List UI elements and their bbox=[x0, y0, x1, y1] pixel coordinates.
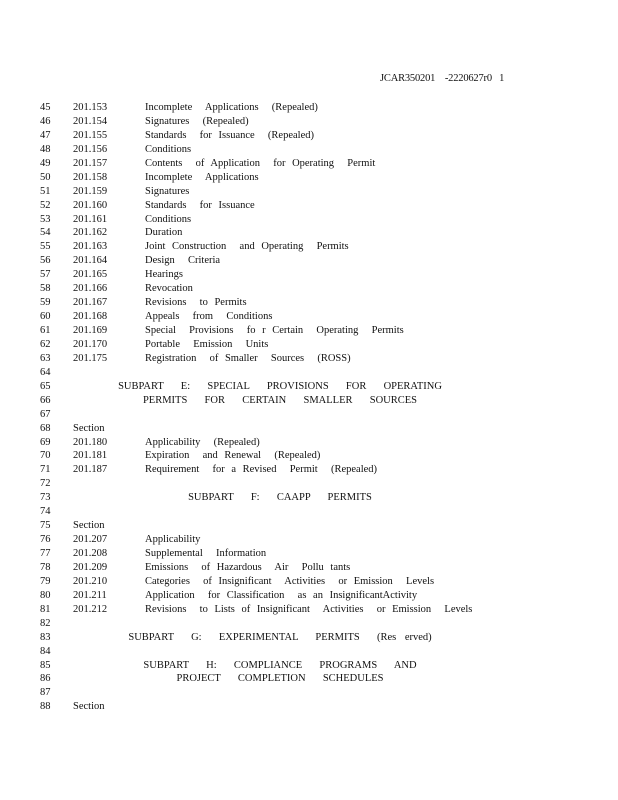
section-title: Standards for Issuance bbox=[145, 199, 255, 211]
document-line bbox=[0, 282, 618, 296]
document-line bbox=[0, 380, 618, 394]
document-line bbox=[0, 436, 618, 450]
section-number: 201.168 bbox=[73, 311, 108, 323]
section-title: Design Criteria bbox=[145, 255, 221, 267]
line-number: 65 bbox=[40, 380, 51, 392]
section-number: 201.210 bbox=[73, 575, 108, 587]
document-line bbox=[0, 157, 618, 171]
line-number: 62 bbox=[40, 338, 51, 350]
document-line bbox=[0, 268, 618, 282]
section-title: Appeals from Conditions bbox=[145, 311, 273, 323]
section-number: 201.163 bbox=[73, 241, 108, 253]
section-title: Supplemental Information bbox=[145, 548, 267, 559]
section-number: 201.208 bbox=[73, 548, 108, 559]
section-number: 201.156 bbox=[73, 143, 108, 155]
document-line bbox=[0, 254, 618, 268]
document-line bbox=[0, 240, 618, 254]
document-line bbox=[0, 533, 618, 547]
document-line bbox=[0, 519, 618, 533]
line-number: 56 bbox=[40, 255, 51, 267]
section-number: 201.212 bbox=[73, 603, 108, 615]
line-number: 46 bbox=[40, 115, 51, 127]
line-number: 71 bbox=[40, 464, 51, 476]
line-number: 67 bbox=[40, 408, 51, 420]
document-line bbox=[0, 101, 618, 115]
document-line bbox=[0, 296, 618, 310]
section-number: 201.158 bbox=[73, 171, 108, 183]
line-number: 52 bbox=[40, 199, 51, 211]
line-number: 58 bbox=[40, 283, 51, 295]
section-title: Signatures (Repealed) bbox=[145, 115, 249, 127]
section-title: Conditions bbox=[145, 143, 192, 155]
line-number: 88 bbox=[40, 701, 51, 713]
line-number: 48 bbox=[40, 143, 51, 155]
line-number: 68 bbox=[40, 422, 51, 434]
line-number: 54 bbox=[40, 227, 51, 239]
document-line bbox=[0, 338, 618, 352]
document-line bbox=[0, 324, 618, 338]
document-line bbox=[0, 645, 618, 659]
document-line bbox=[0, 199, 618, 213]
section-title: Applicability bbox=[145, 534, 201, 546]
line-number: 45 bbox=[40, 102, 51, 113]
document-line bbox=[0, 366, 618, 380]
section-title: Duration bbox=[145, 227, 183, 239]
section-title: Incomplete Applications (Repealed) bbox=[145, 102, 318, 113]
document-line bbox=[0, 143, 618, 157]
line-number: 55 bbox=[40, 241, 51, 253]
line-number: 70 bbox=[40, 450, 51, 462]
section-number: 201.165 bbox=[73, 269, 108, 281]
section-number: 201.167 bbox=[73, 297, 108, 309]
section-title: Hearings bbox=[145, 269, 183, 281]
line-number: 51 bbox=[40, 185, 51, 197]
line-number: 77 bbox=[40, 548, 51, 559]
document-line bbox=[0, 589, 618, 603]
line-number: 83 bbox=[40, 631, 51, 643]
document-line bbox=[0, 213, 618, 227]
section-number: 201.162 bbox=[73, 227, 108, 239]
section-title: Emissions of Hazardous Air Pollu tants bbox=[145, 561, 351, 573]
line-number: 76 bbox=[40, 534, 51, 546]
section-title: Registration of Smaller Sources (ROSS) bbox=[145, 352, 351, 364]
section-number: 201.207 bbox=[73, 534, 108, 546]
section-title: Special Provisions fo r Certain Operating Permits bbox=[145, 325, 404, 336]
section-number: 201.187 bbox=[73, 464, 108, 476]
section-number: 201.175 bbox=[73, 352, 108, 364]
line-number: 81 bbox=[40, 603, 51, 615]
section-title: Application for Classification as an InsignificantActivity bbox=[145, 589, 418, 601]
section-number: 201.161 bbox=[73, 213, 108, 225]
document-line bbox=[0, 352, 618, 366]
section-number: 201.155 bbox=[73, 129, 108, 141]
section-title: Portable Emission Units bbox=[145, 338, 269, 350]
section-number: 201.160 bbox=[73, 199, 108, 211]
document-line bbox=[0, 463, 618, 477]
line-number: 78 bbox=[40, 561, 51, 573]
line-number: 53 bbox=[40, 213, 51, 225]
line-number: 74 bbox=[40, 506, 51, 518]
document-header: JCAR350201 -2220627r0 1 bbox=[380, 73, 505, 84]
section-title: Revisions to Permits bbox=[145, 297, 247, 309]
line-number: 47 bbox=[40, 129, 51, 141]
line-number: 80 bbox=[40, 589, 51, 601]
document-line bbox=[0, 505, 618, 519]
section-number: 201.209 bbox=[73, 561, 108, 573]
document-line bbox=[0, 617, 618, 631]
document-line bbox=[0, 631, 618, 645]
section-number: 201.180 bbox=[73, 436, 108, 448]
subpart-heading: SUBPART H: COMPLIANCE PROGRAMS AND bbox=[143, 659, 417, 671]
document-line bbox=[0, 185, 618, 199]
line-number: 64 bbox=[40, 366, 51, 378]
document-line bbox=[0, 672, 618, 686]
section-title: Joint Construction and Operating Permits bbox=[145, 241, 349, 253]
line-number: 60 bbox=[40, 311, 51, 323]
section-number: Section bbox=[73, 701, 105, 713]
section-title: Signatures bbox=[145, 185, 190, 197]
document-line bbox=[0, 226, 618, 240]
line-number: 63 bbox=[40, 352, 51, 364]
document-line bbox=[0, 603, 618, 617]
section-number: 201.181 bbox=[73, 450, 108, 462]
document-line bbox=[0, 310, 618, 324]
line-number: 72 bbox=[40, 478, 51, 490]
line-number: 82 bbox=[40, 617, 51, 629]
document-line bbox=[0, 422, 618, 436]
line-number: 73 bbox=[40, 492, 51, 504]
section-title: Conditions bbox=[145, 213, 192, 225]
document-line bbox=[0, 561, 618, 575]
line-number: 85 bbox=[40, 659, 51, 671]
line-number: 84 bbox=[40, 645, 51, 657]
section-number: 201.211 bbox=[73, 589, 107, 601]
subpart-heading: SUBPART E: SPECIAL PROVISIONS FOR OPERATING bbox=[118, 380, 442, 392]
section-number: 201.159 bbox=[73, 185, 108, 197]
section-title: Applicability (Repealed) bbox=[145, 436, 260, 448]
line-number: 50 bbox=[40, 171, 51, 183]
line-number: 75 bbox=[40, 520, 51, 532]
section-number: Section bbox=[73, 422, 105, 434]
document-line bbox=[0, 477, 618, 491]
line-list bbox=[0, 101, 618, 714]
document-line bbox=[0, 686, 618, 700]
subpart-heading: SUBPART G: EXPERIMENTAL PERMITS (Res erved) bbox=[128, 631, 432, 643]
line-number: 66 bbox=[40, 394, 51, 406]
section-number: 201.166 bbox=[73, 283, 108, 295]
section-title: Standards for Issuance (Repealed) bbox=[145, 129, 314, 141]
section-number: 201.154 bbox=[73, 115, 108, 127]
subpart-heading: SUBPART F: CAAPP PERMITS bbox=[188, 492, 372, 504]
section-title: Expiration and Renewal (Repealed) bbox=[145, 450, 321, 462]
section-title: Requirement for a Revised Permit (Repealed) bbox=[145, 464, 378, 476]
section-title: Incomplete Applications bbox=[145, 171, 259, 183]
section-number: 201.157 bbox=[73, 157, 108, 169]
document-line bbox=[0, 700, 618, 714]
section-number: 201.153 bbox=[73, 102, 108, 113]
section-title: Contents of Application for Operating Permit bbox=[145, 157, 376, 169]
subpart-heading: PROJECT COMPLETION SCHEDULES bbox=[176, 673, 384, 685]
document-line bbox=[0, 129, 618, 143]
document-line bbox=[0, 491, 618, 505]
line-number: 59 bbox=[40, 297, 51, 309]
section-title: Revocation bbox=[145, 283, 193, 295]
document-line bbox=[0, 171, 618, 185]
subpart-heading: PERMITS FOR CERTAIN SMALLER SOURCES bbox=[142, 394, 418, 406]
section-title: Categories of Insignificant Activities or Emission Levels bbox=[145, 575, 435, 587]
document-line bbox=[0, 115, 618, 129]
document-line bbox=[0, 408, 618, 422]
line-number: 87 bbox=[40, 687, 51, 699]
section-number: 201.169 bbox=[73, 325, 108, 336]
document-line bbox=[0, 547, 618, 561]
line-number: 79 bbox=[40, 575, 51, 587]
document-line bbox=[0, 449, 618, 463]
document-line bbox=[0, 659, 618, 673]
line-number: 57 bbox=[40, 269, 51, 281]
line-number: 69 bbox=[40, 436, 51, 448]
section-number: Section bbox=[73, 520, 105, 532]
line-number: 86 bbox=[40, 673, 51, 685]
document-line bbox=[0, 575, 618, 589]
document-line bbox=[0, 394, 618, 408]
line-number: 61 bbox=[40, 325, 51, 336]
line-number: 49 bbox=[40, 157, 51, 169]
section-number: 201.164 bbox=[73, 255, 108, 267]
section-number: 201.170 bbox=[73, 338, 108, 350]
section-title: Revisions to Lists of Insignificant Activities or Emission Levels bbox=[145, 603, 473, 615]
